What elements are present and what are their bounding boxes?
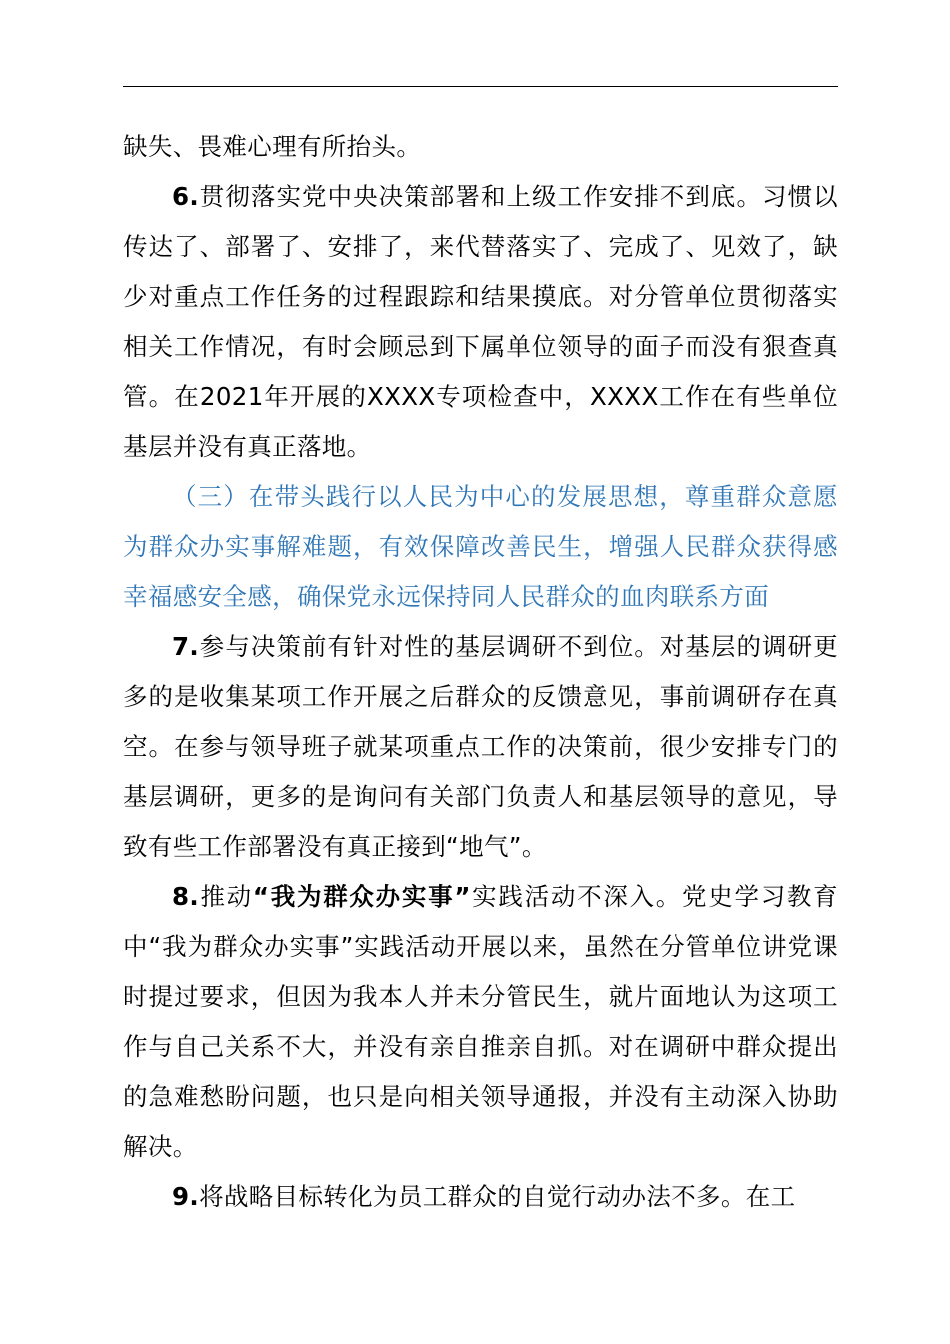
paragraph-text: 实践活动不深入。党史学习教育中“我为群众办实事”实践活动开展以来，虽然在分管单位讲党课时提过要求，但因为我本人并未分管民生，就片面地认为这项工作与自己关系不大，并没有亲自推亲自抓。对在调研中群众提出的急难愁盼问题，也只是向相关领导通报，并没有主动深入协助解决。 [123,882,838,1161]
section-heading-3 [123,472,838,622]
item-number: 7. [172,632,200,661]
paragraph-text: 参与决策前有针对性的基层调研不到位。对基层的调研更多的是收集某项工作开展之后群众的反馈意见，事前调研存在真空。在参与领导班子就某项重点工作的决策前，很少安排专门的基层调研，更多的是询问有关部门负责人和基层领导的意见，导致有些工作部署没有真正接到“地气”。 [123,632,838,861]
paragraph-bold-quote: “我为群众办实事” [252,882,471,911]
paragraph-item-8 [123,872,838,1172]
paragraph-item-7 [123,622,838,872]
paragraph-text: 缺失、畏难心理有所抬头。 [123,132,422,161]
paragraph-text: 贯彻落实党中央决策部署和上级工作安排不到底。习惯以传达了、部署了、安排了，来代替落实了、完成了、见效了，缺少对重点工作任务的过程跟踪和结果摸底。对分管单位贯彻落实相关工作情况，有时会顾忌到下属单位领导的面子而没有狠查真管。在2021年开展的XXXX专项检查中，XXXX工作在有些单位基层并没有真正落地。 [123,182,838,461]
header-rule [123,86,838,87]
item-number: 8. [172,882,200,911]
document-body [123,122,838,1222]
paragraph-lead-text: 推动 [199,882,253,911]
item-number: 6. [172,182,200,211]
paragraph-text: 将战略目标转化为员工群众的自觉行动办法不多。在工 [199,1182,796,1211]
section-heading-text: （三）在带头践行以人民为中心的发展思想，尊重群众意愿为群众办实事解难题，有效保障改善民生，增强人民群众获得感幸福感安全感，确保党永远保持同人民群众的血肉联系方面 [123,482,838,611]
paragraph-item-9 [123,1172,838,1222]
paragraph-continuation [123,122,838,172]
paragraph-item-6 [123,172,838,472]
item-number: 9. [172,1182,200,1211]
